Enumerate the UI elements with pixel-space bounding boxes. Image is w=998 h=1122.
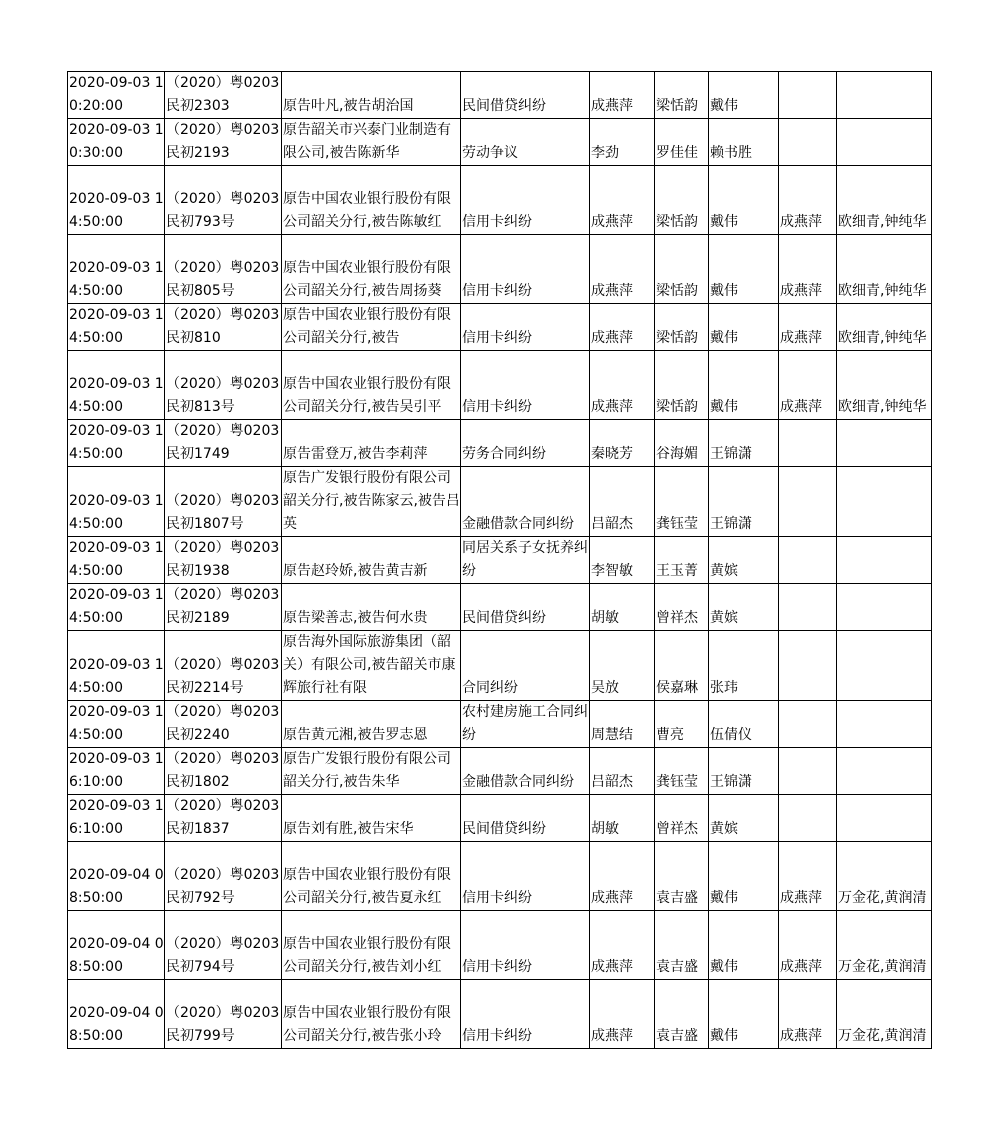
clerk-cell: 梁恬韵 [655, 304, 709, 351]
parties-cell: 原告刘有胜,被告宋华 [282, 795, 461, 842]
cause-cell: 民间借贷纠纷 [461, 795, 590, 842]
presiding-cell [779, 72, 837, 119]
jurors-cell: 欧细青,钟纯华 [837, 304, 932, 351]
jurors-cell: 万金花,黄润清 [837, 842, 932, 911]
judge-cell: 吴放 [590, 631, 655, 701]
hearing-time-cell: 2020-09-03 10:20:00 [68, 72, 165, 119]
parties-cell: 原告中国农业银行股份有限公司韶关分行,被告张小玲 [282, 980, 461, 1049]
cause-cell: 金融借款合同纠纷 [461, 467, 590, 537]
assistant-cell: 戴伟 [709, 166, 779, 235]
cause-cell: 合同纠纷 [461, 631, 590, 701]
judge-cell: 吕韶杰 [590, 748, 655, 795]
cause-cell: 民间借贷纠纷 [461, 72, 590, 119]
table-row [68, 631, 932, 701]
table-row [68, 467, 932, 537]
judge-cell: 秦晓芳 [590, 420, 655, 467]
clerk-cell: 王玉菁 [655, 537, 709, 584]
presiding-cell [779, 631, 837, 701]
cause-cell: 农村建房施工合同纠纷 [461, 701, 590, 748]
jurors-cell [837, 631, 932, 701]
clerk-cell: 侯嘉琳 [655, 631, 709, 701]
table-row [68, 235, 932, 304]
case-number-cell: （2020）粤0203民初799号 [165, 980, 282, 1049]
clerk-cell: 梁恬韵 [655, 72, 709, 119]
parties-cell: 原告中国农业银行股份有限公司韶关分行,被告刘小红 [282, 911, 461, 980]
judge-cell: 胡敏 [590, 584, 655, 631]
judge-cell: 成燕萍 [590, 235, 655, 304]
parties-cell: 原告中国农业银行股份有限公司韶关分行,被告 [282, 304, 461, 351]
hearing-time-cell: 2020-09-03 16:10:00 [68, 795, 165, 842]
clerk-cell: 曾祥杰 [655, 795, 709, 842]
judge-cell: 成燕萍 [590, 304, 655, 351]
case-number-cell: （2020）粤0203民初1837 [165, 795, 282, 842]
case-number-cell: （2020）粤0203民初792号 [165, 842, 282, 911]
parties-cell: 原告广发银行股份有限公司韶关分行,被告陈家云,被告吕英 [282, 467, 461, 537]
judge-cell: 成燕萍 [590, 980, 655, 1049]
presiding-cell [779, 467, 837, 537]
jurors-cell [837, 795, 932, 842]
case-number-cell: （2020）粤0203民初810 [165, 304, 282, 351]
cause-cell: 民间借贷纠纷 [461, 584, 590, 631]
presiding-cell [779, 420, 837, 467]
clerk-cell: 罗佳佳 [655, 119, 709, 166]
presiding-cell: 成燕萍 [779, 842, 837, 911]
presiding-cell: 成燕萍 [779, 166, 837, 235]
hearing-schedule-body [68, 72, 932, 1049]
table-row [68, 537, 932, 584]
jurors-cell: 欧细青,钟纯华 [837, 235, 932, 304]
assistant-cell: 戴伟 [709, 72, 779, 119]
table-row [68, 351, 932, 420]
jurors-cell: 欧细青,钟纯华 [837, 166, 932, 235]
judge-cell: 成燕萍 [590, 842, 655, 911]
presiding-cell [779, 584, 837, 631]
presiding-cell: 成燕萍 [779, 304, 837, 351]
case-number-cell: （2020）粤0203民初794号 [165, 911, 282, 980]
hearing-time-cell: 2020-09-03 14:50:00 [68, 537, 165, 584]
hearing-time-cell: 2020-09-03 14:50:00 [68, 701, 165, 748]
hearing-time-cell: 2020-09-03 10:30:00 [68, 119, 165, 166]
case-number-cell: （2020）粤0203民初1749 [165, 420, 282, 467]
assistant-cell: 戴伟 [709, 235, 779, 304]
table-row [68, 911, 932, 980]
assistant-cell: 王锦潇 [709, 467, 779, 537]
clerk-cell: 龚钰莹 [655, 748, 709, 795]
presiding-cell [779, 701, 837, 748]
table-row [68, 842, 932, 911]
cause-cell: 信用卡纠纷 [461, 235, 590, 304]
parties-cell: 原告中国农业银行股份有限公司韶关分行,被告吴引平 [282, 351, 461, 420]
assistant-cell: 张玮 [709, 631, 779, 701]
hearing-time-cell: 2020-09-03 14:50:00 [68, 584, 165, 631]
presiding-cell [779, 119, 837, 166]
parties-cell: 原告韶关市兴泰门业制造有限公司,被告陈新华 [282, 119, 461, 166]
clerk-cell: 谷海媚 [655, 420, 709, 467]
parties-cell: 原告雷登万,被告李莉萍 [282, 420, 461, 467]
cause-cell: 金融借款合同纠纷 [461, 748, 590, 795]
jurors-cell [837, 420, 932, 467]
hearing-schedule-table [67, 71, 932, 1049]
clerk-cell: 梁恬韵 [655, 166, 709, 235]
hearing-time-cell: 2020-09-03 14:50:00 [68, 420, 165, 467]
clerk-cell: 袁吉盛 [655, 911, 709, 980]
cause-cell: 信用卡纠纷 [461, 980, 590, 1049]
clerk-cell: 梁恬韵 [655, 351, 709, 420]
table-row [68, 795, 932, 842]
judge-cell: 吕韶杰 [590, 467, 655, 537]
case-number-cell: （2020）粤0203民初1802 [165, 748, 282, 795]
case-number-cell: （2020）粤0203民初2189 [165, 584, 282, 631]
assistant-cell: 黄嫔 [709, 795, 779, 842]
clerk-cell: 曹亮 [655, 701, 709, 748]
table-row [68, 304, 932, 351]
hearing-time-cell: 2020-09-03 16:10:00 [68, 748, 165, 795]
presiding-cell: 成燕萍 [779, 980, 837, 1049]
presiding-cell [779, 795, 837, 842]
case-number-cell: （2020）粤0203民初2303 [165, 72, 282, 119]
jurors-cell: 万金花,黄润清 [837, 980, 932, 1049]
case-number-cell: （2020）粤0203民初2240 [165, 701, 282, 748]
jurors-cell [837, 467, 932, 537]
parties-cell: 原告赵玲娇,被告黄吉新 [282, 537, 461, 584]
table-row [68, 748, 932, 795]
judge-cell: 周慧结 [590, 701, 655, 748]
cause-cell: 信用卡纠纷 [461, 911, 590, 980]
table-row [68, 420, 932, 467]
case-number-cell: （2020）粤0203民初1938 [165, 537, 282, 584]
case-number-cell: （2020）粤0203民初2214号 [165, 631, 282, 701]
judge-cell: 成燕萍 [590, 166, 655, 235]
table-row [68, 584, 932, 631]
jurors-cell [837, 119, 932, 166]
jurors-cell: 万金花,黄润清 [837, 911, 932, 980]
parties-cell: 原告中国农业银行股份有限公司韶关分行,被告夏永红 [282, 842, 461, 911]
assistant-cell: 赖书胜 [709, 119, 779, 166]
cause-cell: 信用卡纠纷 [461, 351, 590, 420]
clerk-cell: 袁吉盛 [655, 842, 709, 911]
assistant-cell: 戴伟 [709, 351, 779, 420]
hearing-time-cell: 2020-09-03 14:50:00 [68, 304, 165, 351]
clerk-cell: 曾祥杰 [655, 584, 709, 631]
hearing-time-cell: 2020-09-03 14:50:00 [68, 166, 165, 235]
jurors-cell [837, 701, 932, 748]
presiding-cell: 成燕萍 [779, 911, 837, 980]
clerk-cell: 梁恬韵 [655, 235, 709, 304]
jurors-cell: 欧细青,钟纯华 [837, 351, 932, 420]
judge-cell: 李智敏 [590, 537, 655, 584]
case-number-cell: （2020）粤0203民初813号 [165, 351, 282, 420]
assistant-cell: 黄嫔 [709, 584, 779, 631]
cause-cell: 信用卡纠纷 [461, 166, 590, 235]
clerk-cell: 袁吉盛 [655, 980, 709, 1049]
cause-cell: 信用卡纠纷 [461, 842, 590, 911]
table-row [68, 166, 932, 235]
hearing-time-cell: 2020-09-03 14:50:00 [68, 351, 165, 420]
parties-cell: 原告中国农业银行股份有限公司韶关分行,被告周扬葵 [282, 235, 461, 304]
assistant-cell: 伍倩仪 [709, 701, 779, 748]
assistant-cell: 黄嫔 [709, 537, 779, 584]
assistant-cell: 戴伟 [709, 842, 779, 911]
cause-cell: 劳动争议 [461, 119, 590, 166]
hearing-time-cell: 2020-09-04 08:50:00 [68, 911, 165, 980]
hearing-time-cell: 2020-09-04 08:50:00 [68, 842, 165, 911]
cause-cell: 同居关系子女抚养纠纷 [461, 537, 590, 584]
parties-cell: 原告广发银行股份有限公司韶关分行,被告朱华 [282, 748, 461, 795]
table-row [68, 701, 932, 748]
jurors-cell [837, 748, 932, 795]
judge-cell: 成燕萍 [590, 911, 655, 980]
parties-cell: 原告中国农业银行股份有限公司韶关分行,被告陈敏红 [282, 166, 461, 235]
parties-cell: 原告海外国际旅游集团（韶关）有限公司,被告韶关市康辉旅行社有限 [282, 631, 461, 701]
hearing-time-cell: 2020-09-03 14:50:00 [68, 235, 165, 304]
table-row [68, 119, 932, 166]
hearing-time-cell: 2020-09-04 08:50:00 [68, 980, 165, 1049]
hearing-time-cell: 2020-09-03 14:50:00 [68, 467, 165, 537]
presiding-cell: 成燕萍 [779, 351, 837, 420]
jurors-cell [837, 537, 932, 584]
presiding-cell [779, 537, 837, 584]
cause-cell: 劳务合同纠纷 [461, 420, 590, 467]
parties-cell: 原告梁善志,被告何水贵 [282, 584, 461, 631]
jurors-cell [837, 72, 932, 119]
judge-cell: 胡敏 [590, 795, 655, 842]
judge-cell: 李劲 [590, 119, 655, 166]
assistant-cell: 王锦潇 [709, 420, 779, 467]
clerk-cell: 龚钰莹 [655, 467, 709, 537]
case-number-cell: （2020）粤0203民初1807号 [165, 467, 282, 537]
assistant-cell: 戴伟 [709, 911, 779, 980]
presiding-cell: 成燕萍 [779, 235, 837, 304]
table-row [68, 72, 932, 119]
parties-cell: 原告黄元湘,被告罗志恩 [282, 701, 461, 748]
judge-cell: 成燕萍 [590, 351, 655, 420]
assistant-cell: 戴伟 [709, 980, 779, 1049]
case-number-cell: （2020）粤0203民初2193 [165, 119, 282, 166]
jurors-cell [837, 584, 932, 631]
assistant-cell: 王锦潇 [709, 748, 779, 795]
hearing-time-cell: 2020-09-03 14:50:00 [68, 631, 165, 701]
case-number-cell: （2020）粤0203民初805号 [165, 235, 282, 304]
cause-cell: 信用卡纠纷 [461, 304, 590, 351]
table-row [68, 980, 932, 1049]
case-number-cell: （2020）粤0203民初793号 [165, 166, 282, 235]
judge-cell: 成燕萍 [590, 72, 655, 119]
assistant-cell: 戴伟 [709, 304, 779, 351]
parties-cell: 原告叶凡,被告胡治国 [282, 72, 461, 119]
presiding-cell [779, 748, 837, 795]
